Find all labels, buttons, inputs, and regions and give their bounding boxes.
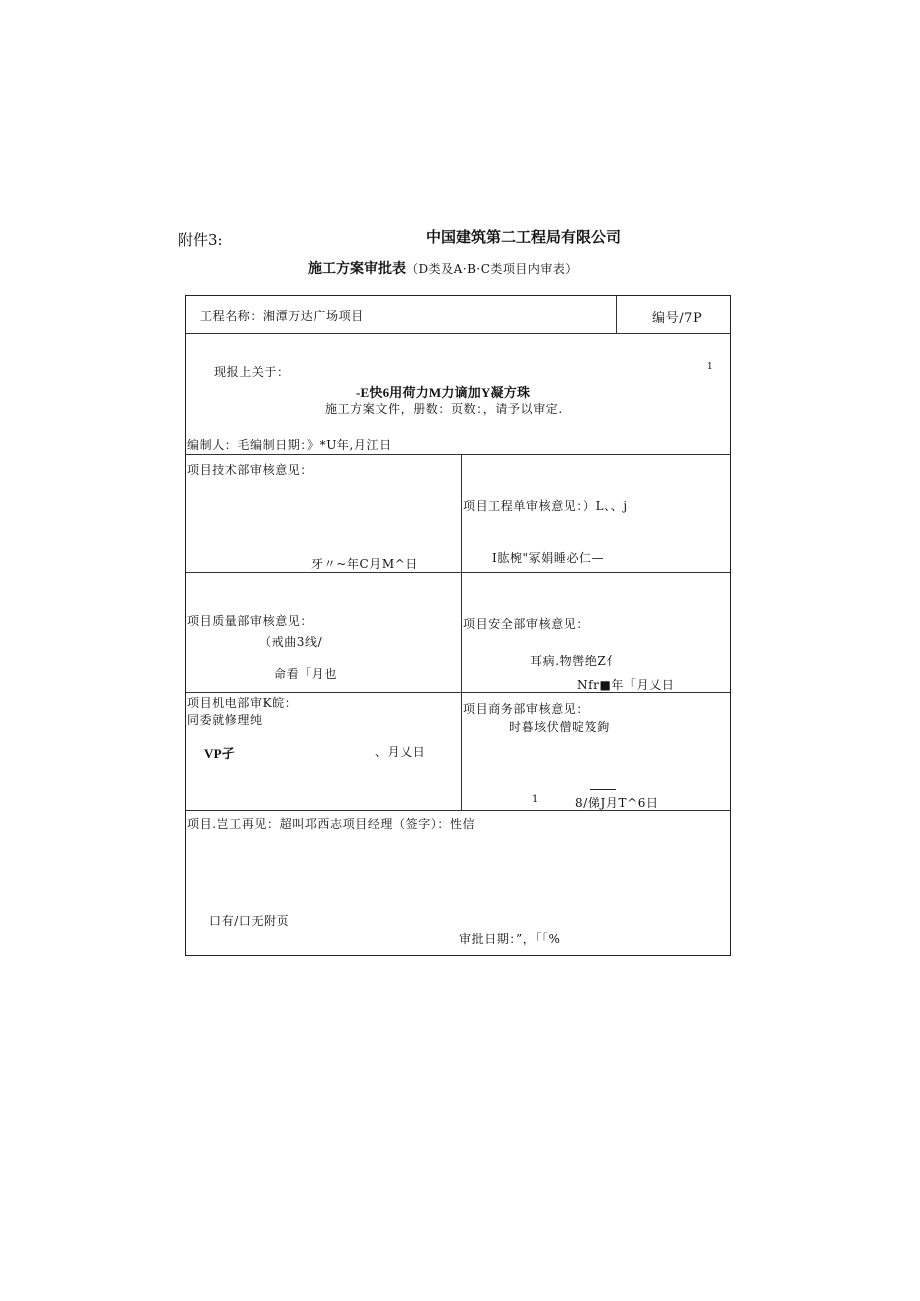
compiler-line: 编制人：毛编制日期：》*U年,月江日 [187,438,392,452]
safety-dept-comment: 耳病.物辔绝Z亻 [530,654,619,668]
safety-dept-date: Nfr■年「月乂日 [577,678,675,692]
electro-dept-date: 、月乂日 [375,745,426,759]
row-divider [186,572,730,573]
business-dept-mark: 1 [532,794,539,805]
business-dept-date: 8/俤J月T^6日 [575,796,659,810]
tech-dept-label: 项目技术部审核意见： [187,463,314,477]
safety-dept-label: 项目安全部审核意见： [463,617,590,631]
company-name: 中国建筑第二工程局有限公司 [426,228,622,246]
form-title [308,258,578,278]
engineering-dept-signature: I肱椀"冢娟睡必仁— [492,551,605,565]
electro-dept-signature: VP孑 [204,746,235,761]
plan-subject: -E快6用荷力M力谪加Y凝方珠 [356,385,531,400]
engineering-dept-label: 项目工程单审核意见：）L、、j [463,499,628,513]
electro-dept-comment: 同委就修理纯 [187,713,263,727]
business-dept-label: 项目商务部审核意见： [463,702,590,716]
form-number: 编号/7P [652,311,703,326]
report-intro: 现报上关于： [214,365,290,379]
signature-stroke [590,789,616,790]
row-divider [186,333,730,334]
approval-date: 审批日期：”，「「% [459,932,561,946]
attachment-label: 附件3: [178,231,223,249]
electro-dept-label: 项目机电部审K皖： [187,696,298,710]
form-title-subtitle: （D类及A·B·C类项目内审表） [406,262,578,276]
form-title-main: 施工方案审批表 [308,261,406,277]
quality-dept-date: 命看「月也 [274,667,338,681]
project-name: 工程名称：湘潭万达广场项目 [200,309,364,323]
attachment-option: 口有/口无附页 [209,914,290,928]
quality-dept-label: 项目质量部审核意见： [187,614,314,628]
page-mark: 1 [707,362,714,372]
submission-text: 施工方案文件，册数：页数：，请予以审定. [325,402,563,416]
manager-opinion: 项目.岂工再见：超叫邛西志项目经理（签字）：性信 [187,817,476,831]
business-dept-comment: 时暮垓伏僧啶笈鉤 [509,720,610,734]
approval-form-table [185,295,731,956]
tech-dept-date: 牙〃~年C月M^日 [311,557,418,571]
quality-dept-comment: （戒曲3线/ [259,635,323,649]
column-divider [616,296,617,333]
column-divider [461,454,462,810]
row-divider [186,454,730,455]
